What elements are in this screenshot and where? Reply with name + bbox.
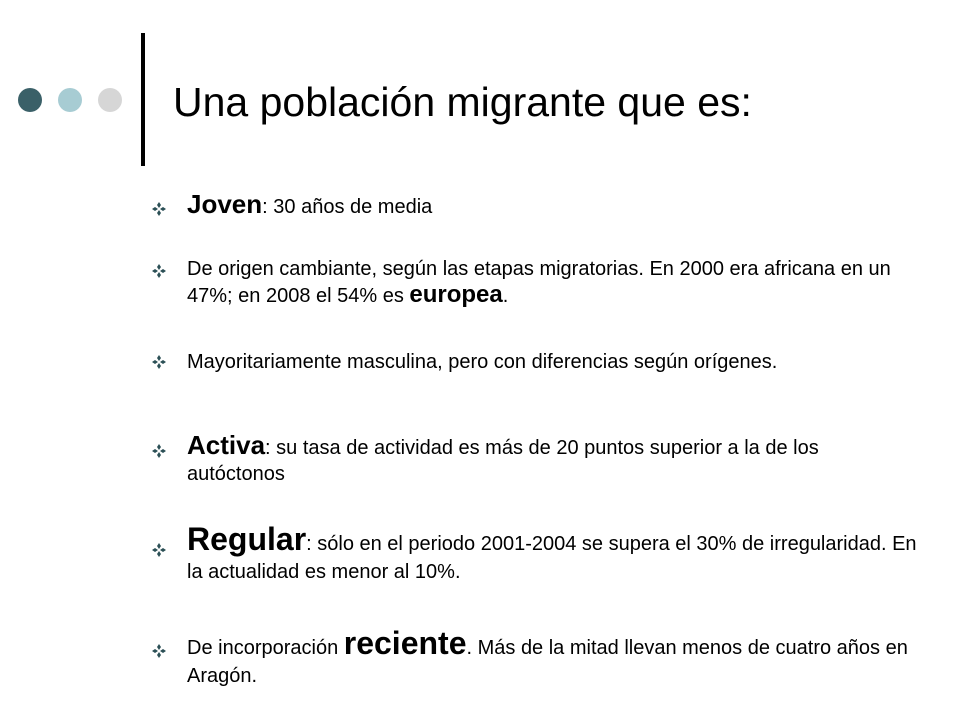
list-item-text: De origen cambiante, según las etapas migratorias. En 2000 era africana en un 47%; en 2008 el 54% es europea. (187, 258, 891, 308)
dot-mid (58, 88, 82, 112)
list-item-regular (150, 521, 920, 586)
emphasis-text: Regular (187, 521, 307, 557)
decorative-dots (18, 88, 128, 112)
vertical-divider (141, 33, 145, 166)
list-item-masculina (150, 350, 920, 374)
dot-dark (18, 88, 42, 112)
list-item-text: Mayoritariamente masculina, pero con diferencias según orígenes. (187, 351, 778, 373)
list-item-reciente (150, 625, 920, 690)
list-item-joven (150, 189, 920, 219)
emphasis-text: europea (409, 281, 503, 308)
emphasis-text: reciente (343, 625, 467, 661)
bullet-icon (152, 202, 166, 216)
dot-light (98, 88, 122, 112)
slide-title: Una población migrante que es: (173, 79, 752, 125)
bullet-icon (152, 355, 166, 369)
bullet-icon (152, 543, 166, 557)
bullet-icon (152, 444, 166, 458)
bullet-icon (152, 264, 166, 278)
emphasis-text: Activa (187, 430, 266, 460)
list-item-text: Activa: su tasa de actividad es más de 20 puntos superior a la de los autóctonos (187, 430, 819, 485)
list-item-text: Joven: 30 años de media (187, 189, 433, 219)
list-item-text: De incorporación reciente. Más de la mitad llevan menos de cuatro años en Aragón. (187, 625, 908, 687)
list-item-text: Regular: sólo en el periodo 2001-2004 se supera el 30% de irregularidad. En la actualidad es menor al 10%. (187, 521, 917, 583)
list-item-activa (150, 432, 920, 487)
emphasis-text: Joven (187, 189, 263, 219)
list-item-origen (150, 256, 920, 309)
bullet-icon (152, 644, 166, 658)
